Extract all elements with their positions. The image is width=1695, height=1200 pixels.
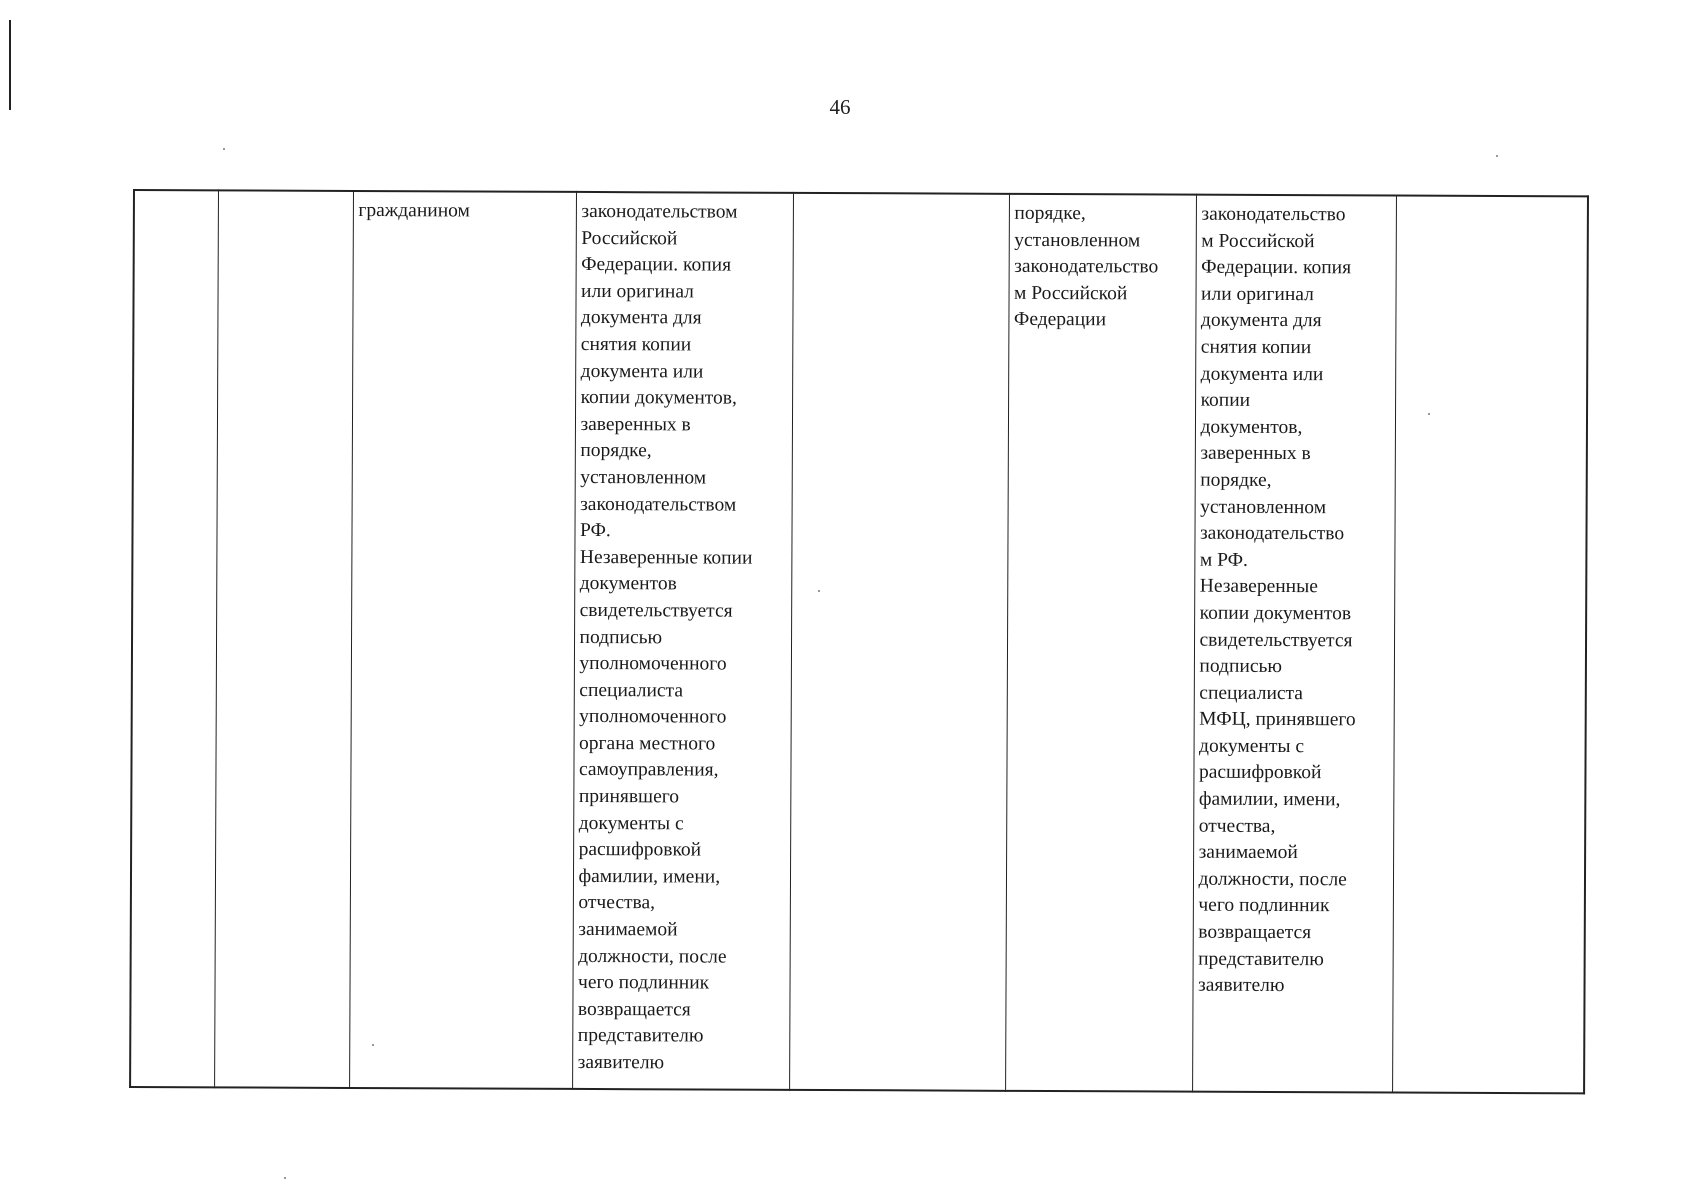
cell-col8 xyxy=(1392,196,1588,1094)
cell-col5 xyxy=(789,193,1009,1091)
cell-col4: законодательством Российской Федерации. копия или оригинал документа для снятия копии документа или копии документов, заверенных в порядке, установленном законодательством РФ. Незаверенные копии документов свидетельствуется подписью уполномоченного специалиста уполномоченного органа местного самоуправления, принявшего документы с расшифровкой фамилии, имени, отчества, занимаемой должности, после чего подлинник возвращается представителю заявителю xyxy=(572,192,793,1090)
page-number: 46 xyxy=(829,95,851,119)
table-row xyxy=(130,190,1588,1093)
scan-speck xyxy=(223,148,225,150)
cell-col6: порядке, установленном законодательство м Российской Федерации xyxy=(1005,194,1196,1092)
scan-speck xyxy=(1496,155,1498,157)
cell-col2 xyxy=(214,190,353,1088)
cell-col7: законодательство м Российской Федерации. копия или оригинал документа для снятия копии документа или копии документов, заверенных в порядке, установленном законодательство м РФ. Незаверенные копии документов свидетельствуется подписью специалиста МФЦ, принявшего документы с расшифровкой фамилии, имени, отчества, занимаемой должности, после чего подлинник возвращается представителю заявителю xyxy=(1192,195,1396,1093)
cell-col3: гражданином xyxy=(349,191,576,1089)
scan-speck xyxy=(284,1177,286,1179)
document-table xyxy=(129,189,1589,1094)
cell-col1 xyxy=(130,190,218,1087)
